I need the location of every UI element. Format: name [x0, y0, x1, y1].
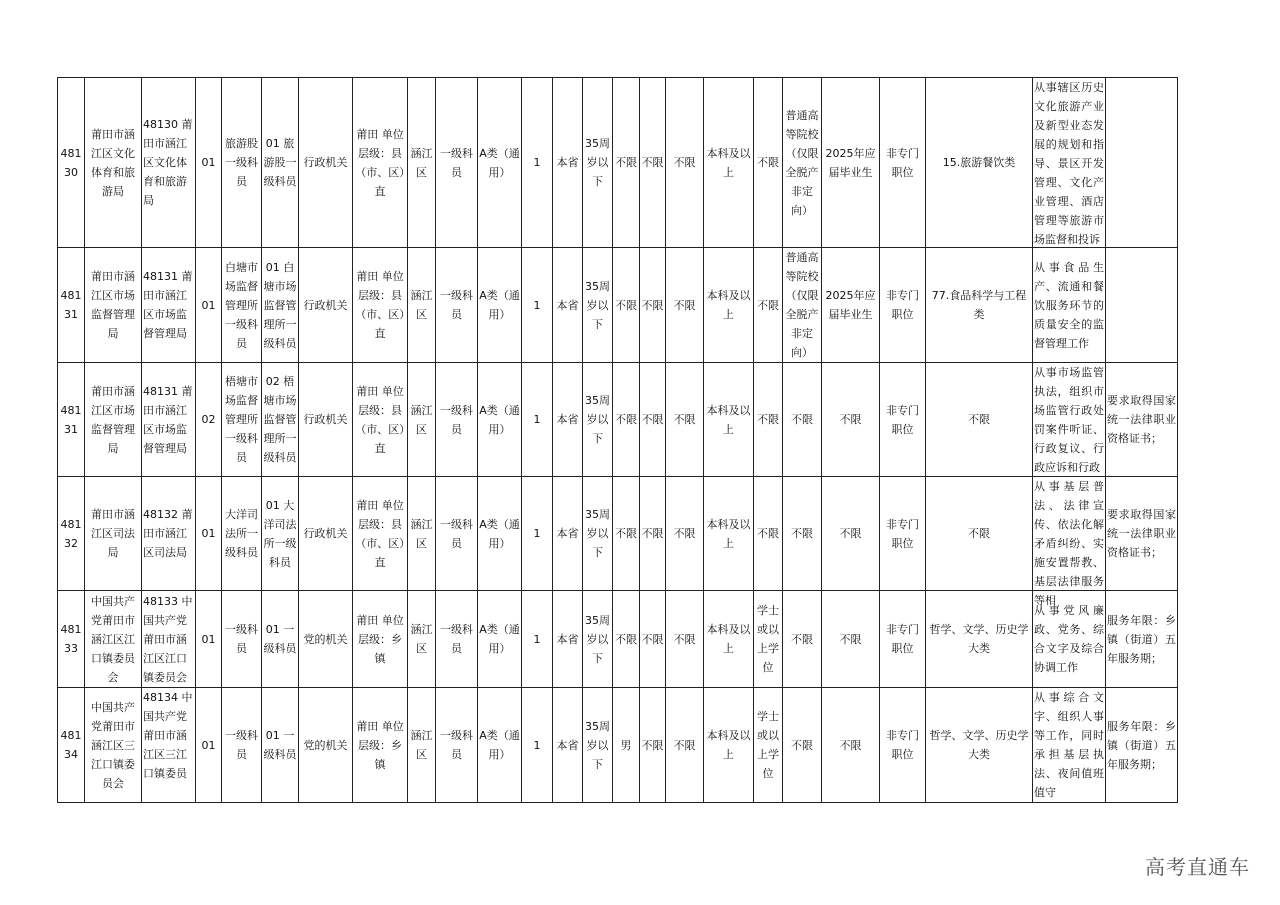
education-cell: 本科及以上	[704, 591, 754, 688]
exam-category-cell: A类（通用）	[478, 248, 522, 363]
school-cell: 不限	[783, 363, 822, 477]
post-full-cell: 01 一级科员	[262, 591, 299, 688]
ethnicity-cell: 不限	[640, 477, 666, 591]
note-cell: 服务年限：乡镇（街道）五年服务期；	[1106, 688, 1178, 803]
area-cell: 涵江区	[408, 591, 436, 688]
department-name-cell: 中国共产党莆田市涵江区三江口镇委员会	[85, 688, 142, 803]
exam-category-cell: A类（通用）	[478, 477, 522, 591]
age-cell: 35周岁以下	[583, 591, 613, 688]
major-cell: 15.旅游餐饮类	[926, 78, 1033, 248]
area-cell: 涵江区	[408, 78, 436, 248]
department-name-cell: 莆田市涵江区司法局	[85, 477, 142, 591]
rank-cell: 一级科员	[436, 688, 478, 803]
org-type-cell: 行政机关	[299, 477, 353, 591]
ethnicity-cell: 不限	[640, 688, 666, 803]
rank-cell: 一级科员	[436, 78, 478, 248]
hire-count-cell: 1	[522, 363, 553, 477]
watermark-text: 高考直通车	[1145, 855, 1250, 879]
gender-cell: 不限	[613, 78, 640, 248]
job-type-cell: 非专门职位	[880, 248, 926, 363]
ethnicity-cell: 不限	[640, 248, 666, 363]
department-name-cell: 中国共产党莆田市涵江区江口镇委员会	[85, 591, 142, 688]
exam-category-cell: A类（通用）	[478, 78, 522, 248]
unit-full-cell: 48131 莆田市涵江区市场监督管理局	[142, 363, 196, 477]
unit-full-cell: 48130 莆田市涵江区文化体育和旅游局	[142, 78, 196, 248]
age-cell: 35周岁以下	[583, 477, 613, 591]
duty-cell	[1033, 78, 1106, 248]
rank-cell: 一级科员	[436, 477, 478, 591]
duty-cell: 从事综合文字、组织人事等工作，同时承担基层执法、夜间值班值守	[1033, 688, 1106, 803]
degree-cell: 不限	[754, 248, 783, 363]
major-cell: 不限	[926, 477, 1033, 591]
post-name-cell: 一级科员	[222, 688, 262, 803]
note-cell: 要求取得国家统一法律职业资格证书；	[1106, 363, 1178, 477]
unit-level-cell: 莆田 单位层级：县（市、区）直	[353, 477, 408, 591]
origin-cell: 本省	[553, 477, 583, 591]
school-cell: 不限	[783, 688, 822, 803]
rank-cell: 一级科员	[436, 248, 478, 363]
duty-cell: 从事食品生产、流通和餐饮服务环节的质量安全的监督管理工作	[1033, 248, 1106, 363]
job-type-cell: 非专门职位	[880, 78, 926, 248]
education-cell: 本科及以上	[704, 248, 754, 363]
origin-cell: 本省	[553, 591, 583, 688]
politics-cell: 不限	[666, 248, 704, 363]
school-cell: 不限	[783, 591, 822, 688]
post-code-cell: 01	[196, 78, 222, 248]
major-cell: 77.食品科学与工程类	[926, 248, 1033, 363]
ethnicity-cell: 不限	[640, 363, 666, 477]
degree-cell: 不限	[754, 78, 783, 248]
duty-cell	[1033, 363, 1106, 477]
unit-full-cell: 48133 中国共产党莆田市涵江区江口镇委员会	[142, 591, 196, 688]
gender-cell: 男	[613, 688, 640, 803]
politics-cell: 不限	[666, 477, 704, 591]
age-cell: 35周岁以下	[583, 248, 613, 363]
area-cell: 涵江区	[408, 248, 436, 363]
job-type-cell: 非专门职位	[880, 477, 926, 591]
note-cell: 要求取得国家统一法律职业资格证书；	[1106, 477, 1178, 591]
graduate-cell: 2025年应届毕业生	[822, 78, 880, 248]
hire-count-cell: 1	[522, 78, 553, 248]
org-type-cell: 党的机关	[299, 688, 353, 803]
duty-cell	[1033, 477, 1106, 607]
duty-cell: 从事党风廉政、党务、综合文字及综合协调工作	[1033, 591, 1106, 688]
major-cell: 哲学、文学、历史学大类	[926, 688, 1033, 803]
exam-category-cell: A类（通用）	[478, 363, 522, 477]
post-code-cell: 02	[196, 363, 222, 477]
education-cell: 本科及以上	[704, 363, 754, 477]
post-full-cell: 01 旅游股一级科员	[262, 78, 299, 248]
post-code-cell: 01	[196, 248, 222, 363]
post-full-cell: 02 梧塘市场监督管理所一级科员	[262, 363, 299, 477]
table-row	[58, 477, 1178, 591]
rank-cell: 一级科员	[436, 363, 478, 477]
job-type-cell: 非专门职位	[880, 688, 926, 803]
hire-count-cell: 1	[522, 591, 553, 688]
recruitment-table	[57, 77, 1178, 803]
origin-cell: 本省	[553, 688, 583, 803]
unit-full-cell: 48131 莆田市涵江区市场监督管理局	[142, 248, 196, 363]
note-cell	[1106, 78, 1178, 248]
degree-cell: 学士或以上学位	[754, 688, 783, 803]
education-cell: 本科及以上	[704, 78, 754, 248]
unit-code-cell: 48130	[58, 78, 85, 248]
post-code-cell: 01	[196, 591, 222, 688]
age-cell: 35周岁以下	[583, 78, 613, 248]
graduate-cell: 2025年应届毕业生	[822, 248, 880, 363]
post-full-cell: 01 白塘市场监督管理所一级科员	[262, 248, 299, 363]
gender-cell: 不限	[613, 363, 640, 477]
post-name-cell: 白塘市场监督管理所一级科员	[222, 248, 262, 363]
job-type-cell: 非专门职位	[880, 591, 926, 688]
unit-full-cell	[142, 688, 196, 803]
table-row	[58, 591, 1178, 688]
org-type-cell: 行政机关	[299, 363, 353, 477]
graduate-cell: 不限	[822, 477, 880, 591]
politics-cell: 不限	[666, 78, 704, 248]
unit-code-cell: 48132	[58, 477, 85, 591]
table-row	[58, 78, 1178, 248]
age-cell: 35周岁以下	[583, 363, 613, 477]
gender-cell: 不限	[613, 248, 640, 363]
education-cell: 本科及以上	[704, 477, 754, 591]
table-row	[58, 688, 1178, 803]
unit-full-text: 48134 中国共产党莆田市涵江区三江口镇委员	[143, 691, 193, 780]
hire-count-cell: 1	[522, 248, 553, 363]
ethnicity-cell: 不限	[640, 78, 666, 248]
job-type-cell: 非专门职位	[880, 363, 926, 477]
gender-cell: 不限	[613, 591, 640, 688]
graduate-cell: 不限	[822, 363, 880, 477]
unit-code-cell: 48131	[58, 363, 85, 477]
area-cell: 涵江区	[408, 477, 436, 591]
politics-cell: 不限	[666, 363, 704, 477]
area-cell: 涵江区	[408, 688, 436, 803]
degree-cell: 不限	[754, 363, 783, 477]
table-row	[58, 363, 1178, 477]
school-cell: 普通高等院校（仅限全脱产非定向）	[783, 248, 822, 363]
hire-count-cell: 1	[522, 477, 553, 591]
politics-cell: 不限	[666, 688, 704, 803]
post-name-cell: 一级科员	[222, 591, 262, 688]
table-row	[58, 248, 1178, 363]
origin-cell: 本省	[553, 363, 583, 477]
unit-level-cell: 莆田 单位层级：乡镇	[353, 688, 408, 803]
unit-code-cell: 48131	[58, 248, 85, 363]
graduate-cell: 不限	[822, 591, 880, 688]
post-name-cell: 旅游股一级科员	[222, 78, 262, 248]
exam-category-cell: A类（通用）	[478, 591, 522, 688]
rank-cell: 一级科员	[436, 591, 478, 688]
unit-code-cell: 48134	[58, 688, 85, 803]
age-cell: 35周岁以下	[583, 688, 613, 803]
degree-cell: 不限	[754, 477, 783, 591]
duty-text: 从事辖区历史文化旅游产业及新型业态发展的规划和指导、景区开发管理、文化产业管理、酒店管理等旅游市场监督和投诉	[1034, 81, 1104, 246]
major-cell: 不限	[926, 363, 1033, 477]
degree-cell: 学士或以上学位	[754, 591, 783, 688]
note-cell	[1106, 248, 1178, 363]
note-cell: 服务年限：乡镇（街道）五年服务期；	[1106, 591, 1178, 688]
education-cell: 本科及以上	[704, 688, 754, 803]
origin-cell: 本省	[553, 248, 583, 363]
post-full-cell: 01 大洋司法所一级科员	[262, 477, 299, 591]
duty-text: 从事市场监管执法，组织市场监管行政处罚案件听证、行政复议、行政应诉和行政	[1034, 366, 1104, 474]
school-cell: 普通高等院校（仅限全脱产非定向）	[783, 78, 822, 248]
org-type-cell: 行政机关	[299, 78, 353, 248]
exam-category-cell: A类（通用）	[478, 688, 522, 803]
school-cell: 不限	[783, 477, 822, 591]
unit-full-cell: 48132 莆田市涵江区司法局	[142, 477, 196, 591]
post-name-cell: 梧塘市场监督管理所一级科员	[222, 363, 262, 477]
unit-level-cell: 莆田 单位层级：县（市、区）直	[353, 78, 408, 248]
hire-count-cell: 1	[522, 688, 553, 803]
org-type-cell: 党的机关	[299, 591, 353, 688]
unit-level-cell: 莆田 单位层级：县（市、区）直	[353, 248, 408, 363]
area-cell: 涵江区	[408, 363, 436, 477]
duty-text: 从事基层普法、法律宣传、依法化解矛盾纠纷、实施安置帮教、基层法律服务等相	[1034, 480, 1104, 607]
politics-cell: 不限	[666, 591, 704, 688]
unit-level-cell: 莆田 单位层级：乡镇	[353, 591, 408, 688]
unit-code-cell: 48133	[58, 591, 85, 688]
unit-level-cell: 莆田 单位层级：县（市、区）直	[353, 363, 408, 477]
gender-cell: 不限	[613, 477, 640, 591]
post-name-cell: 大洋司法所一级科员	[222, 477, 262, 591]
graduate-cell: 不限	[822, 688, 880, 803]
ethnicity-cell: 不限	[640, 591, 666, 688]
org-type-cell: 行政机关	[299, 248, 353, 363]
major-cell: 哲学、文学、历史学大类	[926, 591, 1033, 688]
department-name-cell: 莆田市涵江区市场监督管理局	[85, 363, 142, 477]
post-code-cell: 01	[196, 477, 222, 591]
department-name-cell: 莆田市涵江区文化体育和旅游局	[85, 78, 142, 248]
post-full-cell: 01 一级科员	[262, 688, 299, 803]
post-code-cell: 01	[196, 688, 222, 803]
department-name-cell: 莆田市涵江区市场监督管理局	[85, 248, 142, 363]
origin-cell: 本省	[553, 78, 583, 248]
